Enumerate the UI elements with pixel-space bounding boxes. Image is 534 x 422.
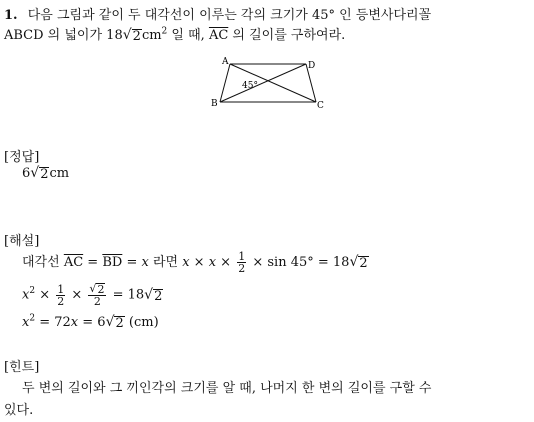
hint-line-1: 두 변의 길이와 그 끼인각의 크기를 알 때, 나머지 한 변의 길이를 구할 수 bbox=[22, 381, 432, 396]
trapezoid-figure bbox=[200, 54, 340, 118]
label-c: C bbox=[317, 101, 324, 111]
problem-text-2c: 의 길이를 구하여라. bbox=[228, 28, 346, 43]
answer-header: [정답] bbox=[4, 150, 40, 165]
label-a: A bbox=[222, 57, 229, 67]
problem-number: 1. bbox=[4, 8, 18, 23]
explanation-line-2: $x^2$ × $\frac{1}{2}$ × √ 2 2 = 18 √ 2 bbox=[22, 282, 163, 308]
problem-line-1 bbox=[4, 4, 431, 23]
label-b: B bbox=[211, 99, 218, 109]
sqrt-symbol: √ 2 bbox=[122, 27, 141, 44]
explanation-line-1: 대각선 $\overline{AC} = \overline{BD} = x$ 라면 x × x × $\frac{1}{2}$ × sin 45° = 18 √ 2 bbox=[22, 250, 368, 275]
segment-ac: $\overline{AC}$ bbox=[208, 28, 229, 43]
problem-text-2b: 일 때, bbox=[167, 28, 209, 43]
area-unit: cm bbox=[141, 28, 162, 43]
side-ab bbox=[220, 64, 230, 102]
problem-line-2 bbox=[4, 24, 345, 43]
segment-ac: $\overline{AC}$ bbox=[63, 255, 84, 270]
hint-line-2: 있다. bbox=[4, 403, 34, 418]
label-d: D bbox=[308, 61, 316, 71]
hint-header: [힌트] bbox=[4, 360, 40, 375]
problem-text-1: 다음 그림과 같이 두 대각선이 이루는 각의 크기가 45° 인 등변사다리꼴 bbox=[27, 8, 432, 23]
area-unit-exp: 2 bbox=[161, 26, 168, 37]
explanation-line-3: $x^2 = 72x = 6$ √ 2 (cm) bbox=[22, 313, 159, 331]
problem-text-2a: ABCD 의 넓이가 18 bbox=[4, 28, 123, 43]
label-angle: 45° bbox=[242, 81, 258, 91]
answer-value: 6 √ 2 cm bbox=[22, 165, 70, 182]
explanation-header: [해설] bbox=[4, 234, 40, 249]
diagonal-bd bbox=[220, 64, 306, 102]
segment-bd: $\overline{BD}$ bbox=[102, 255, 123, 270]
